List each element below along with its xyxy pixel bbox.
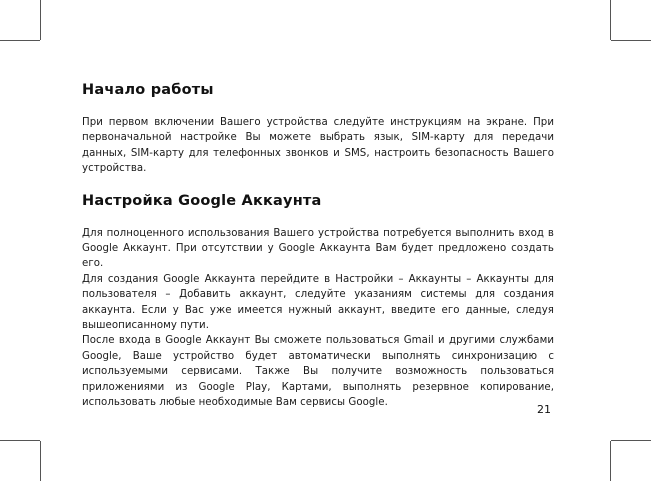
google-account-paragraph-2: Для создания Google Аккаунта перейдите в Настройки – Аккаунты – Аккаунты для пользователя – Добавить аккаунт, следуйте указаниям системы для создания аккаунта. Если у Вас уже имеется нужный аккаунт, введите его данные, следуя вышеописанному пути. <box>82 273 554 332</box>
section-heading-getting-started: Начало работы <box>82 82 214 98</box>
crop-mark-bottom-right-vertical <box>610 441 611 481</box>
crop-mark-bottom-right-horizontal <box>611 440 651 441</box>
google-account-paragraph-3: После входа в Google Аккаунт Вы сможете пользоваться Gmail и другими службами Google, Ваше устройство будет автоматически выполнять синхронизацию с используемыми сервисами. Также Вы получите возможность пользоваться приложениями из Google Play, Картами, выполнять резервное копирование, использовать любые необходимые Вам сервисы Google. <box>82 335 554 409</box>
page-number: 21 <box>537 403 551 416</box>
getting-started-paragraph: При первом включении Вашего устройства следуйте инструкциям на экране. При первоначальной настройке Вы можете выбрать язык, SIM-карту для передачи данных, SIM-карту для телефонных звонков и SMS, настроить безопасность Вашего устройства. <box>82 117 554 175</box>
crop-mark-top-right-vertical <box>610 0 611 40</box>
crop-mark-bottom-left-vertical <box>40 441 41 481</box>
crop-mark-top-left-horizontal <box>0 40 40 41</box>
manual-page <box>82 80 554 411</box>
crop-mark-bottom-left-horizontal <box>0 440 40 441</box>
section-heading-google-account: Настройка Google Аккаунта <box>82 192 322 209</box>
crop-mark-top-left-vertical <box>40 0 41 40</box>
crop-mark-top-right-horizontal <box>611 40 651 41</box>
google-account-paragraph-1: Для полноценного использования Вашего устройства потребуется выполнить вход в Google Аккаунт. При отсутствии у Google Аккаунта Вам будет предложено создать его. <box>82 227 554 270</box>
